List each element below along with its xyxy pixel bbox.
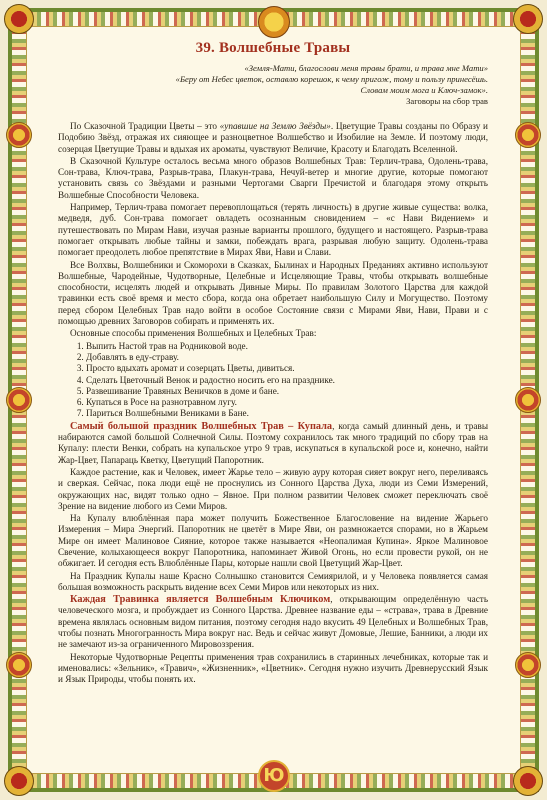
highlight-text: Каждая Травинка является Волшебным Ключиком [70, 594, 331, 606]
list-item: 2. Добавлять в еду-страву. [86, 352, 488, 363]
emblem-icon: Ю [258, 760, 290, 792]
epigraph-line: Словам моим мога и Ключ-замок». [360, 85, 488, 95]
highlight-text: Самый большой праздник Волшебных Трав – Купала [70, 420, 333, 432]
medallion-icon [515, 122, 541, 148]
paragraph: Каждое растение, как и Человек, имеет Жарье тело – живую ауру которая сияет вокруг него, переливаясь и сверкая. Сейчас, пока люди ещё не проснулись из Сонного Царства Духа, люди из Семи Измерений, окружающих нас, видят только одно – Явное. При полном развитии Человек сможет переключать своё Зрение на видение любого из Семи Миров. [58, 466, 488, 511]
medallion-icon [6, 387, 32, 413]
paragraph: Некоторые Чудотворные Рецепты применения трав сохранились в старинных лечебниках, которые так и именовались: «Зельник», «Травич», «Жизненник», «Цветник». Сегодня нужно изучить Древнерусский Язык и Язык Природы, чтобы понять их. [58, 651, 488, 685]
corner-ornament-icon [4, 766, 34, 796]
epigraph-line: «Беру от Небес цветок, оставлю корешок, к чему пригож, тому и пользу принесёшь. [175, 74, 488, 84]
paragraph: Например, Терлич-трава помогает перевоплощаться (терять личность) в другие живые существа: волка, медведя, дуб. Сон-трава помогает овладеть осознанным сновидением – «с Нави Видением» и путешествовать по Мирам Нави, изучая разные варианты прошлого, будущего и настоящего. Разрыв-трава помогает открывать любые тайны и замки, побеждать врага, разрывая любую защиту. Одолень-трава помогает преодолеть любое препятствие в Мирах Яви, Нави и Слави. [58, 202, 488, 258]
paragraph: Все Волхвы, Волшебники и Скоморохи в Сказках, Былинах и Народных Преданиях активно используют Волшебные, Чародейные, Чудотворные, Целебные и Исцеляющие Травы, чтобы открывать волшебные способности, исцелять людей и открывать Дивные Миры. По правилам Золотого Царства для каждой травинки есть своё время и место сбора, когда она обретает наибольшую Силу и Могущество. Поэтому перед сбором Целебных Трав надо войти в особое Состояние связи с Мирами Яви, Нави, Прави и с помощью древних Заговоров собирать и применять их. [58, 259, 488, 327]
sun-icon [258, 6, 290, 38]
paragraph [58, 594, 488, 650]
paragraph-text: , открывающим определённую часть человеческого мозга, и пробуждает из Сонного Царства. Древнее название еды – «страва», трава в Древние времена являлась основным видом питания, поэтому сегодня надо вкусить 49 Целебных и Волшебных Трав, чтобы познать Многогранность Мира вокруг нас. Ведь и сейчас живут Домовые, Лешие, Банники, а люди их не замечают из-за ограниченного Мировоззрения. [58, 594, 489, 650]
paragraph-text: По Сказочной Традиции Цветы – это [70, 121, 220, 131]
epigraph-source: Заговоры на сбор трав [406, 96, 488, 106]
article [58, 40, 488, 687]
corner-ornament-icon [513, 766, 543, 796]
corner-ornament-icon [513, 4, 543, 34]
medallion-icon [515, 387, 541, 413]
paragraph: На Праздник Купалы наше Красно Солнышко становится Семиярилой, и у Человека появляется самая большая возможность раскрыть видение всех Семи Миров или некоторых из них. [58, 570, 488, 592]
corner-ornament-icon [4, 4, 34, 34]
list-item: 3. Просто вдыхать аромат и созерцать Цветы, дивиться. [86, 363, 488, 374]
list-item: 4. Сделать Цветочный Венок и радостно носить его на празднике. [86, 375, 488, 386]
list-item: 7. Париться Волшебными Вениками в Бане. [86, 408, 488, 419]
usage-list [58, 341, 488, 420]
paragraph: В Сказочной Культуре осталось весьма много образов Волшебных Трав: Терлич-трава, Одолень-трава, Сон-трава, Ключ-трава, Разрыв-трава, Плакун-трава, Нечуй-ветер и многие другие, которые помогают установить связь со Звёздами и разными Чертогами Сварги Пречистой и благодаря этому открыть Волшебные Способности Человека. [58, 155, 488, 200]
paragraph: На Купалу влюблённая пара может получить Божественное Благословение на видение Жарьего Измерения – Мира Энергий. Папоротник не цветёт в Мире Яви, он размножается спорами, но в Жарьем Мире он имеет Малиновое Сияние, которое также называется «Неопалимая Купина». Яркое Малиновое Свечение, колыхающееся вокруг Папоротника, напоминает Живой Огонь, но если провести рукой, он не обжигает. И сегодня есть Влюблённые Пары, которые нашли свой Цветущий Жар-Цвет. [58, 513, 488, 569]
paragraph [58, 421, 488, 466]
medallion-icon [515, 652, 541, 678]
list-item: 1. Выпить Настой трав на Родниковой воде. [86, 341, 488, 352]
paragraph-text: . Цветущие Травы созданы по Образу и Подобию Звёзд, отражая их сияющее и разноцветное Волшебство и Изобилие на Земле. И поэтому люди, созерцая Цветущие Травы и вдыхая их ароматы, чувствуют Величие, Красоту и Благодать Вселенной. [58, 121, 488, 154]
epigraph-line: «Земля-Мати, благослови меня травы брати, и трава мне Мати» [244, 63, 488, 73]
list-item: 6. Купаться в Росе на разнотравном лугу. [86, 397, 488, 408]
paragraph-text: , когда самый длинный день, и травы набираются самой большой Солнечной Силы. Поэтому сохранилось так много традиций по сбору трав на Купалу: плести Венки, собрать на купальское утро 9 трав, искупаться в купальской росе и, конечно, найти Жар-Цвет, Папараць Кветку, Цветущий Папоротник. [58, 420, 488, 465]
epigraph [58, 63, 488, 107]
paragraph: Основные способы применения Волшебных и Целебных Трав: [70, 328, 317, 339]
medallion-icon [6, 122, 32, 148]
article-body [58, 121, 488, 686]
list-item: 5. Развешивание Травяных Веничков в доме и бане. [86, 386, 488, 397]
page-title: 39. Волшебные Травы [195, 40, 351, 56]
paragraph-emphasis: «упавшие на Землю Звёзды» [219, 121, 331, 131]
paragraph [58, 121, 488, 155]
medallion-icon [6, 652, 32, 678]
